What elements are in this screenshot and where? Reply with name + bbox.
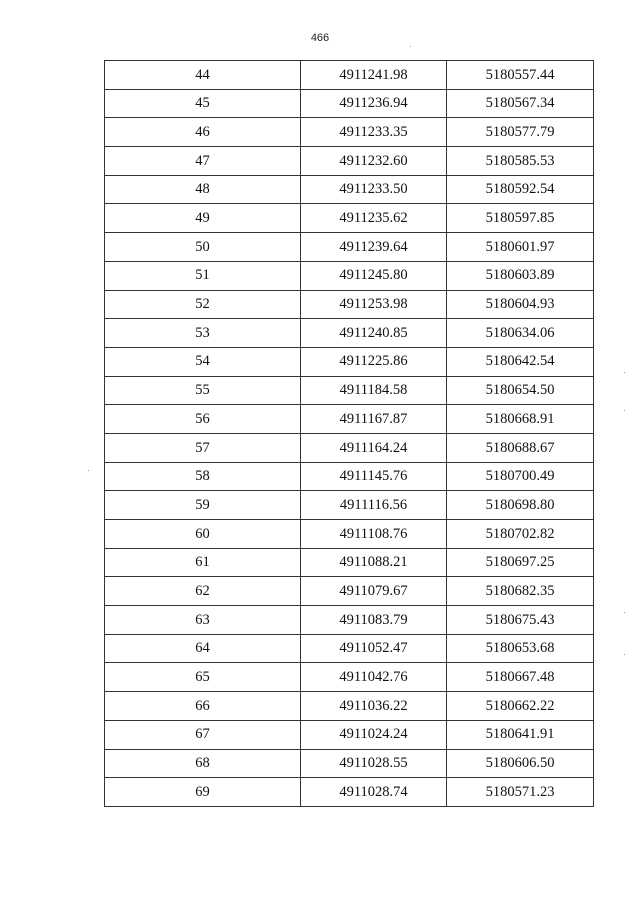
x-coordinate-cell: 4911236.94: [301, 89, 447, 118]
point-number-cell: 68: [105, 749, 301, 778]
point-number-cell: 47: [105, 147, 301, 176]
point-number-cell: 58: [105, 462, 301, 491]
x-coordinate-cell: 4911024.24: [301, 720, 447, 749]
table-row: [105, 319, 594, 348]
x-coordinate-cell: 4911233.35: [301, 118, 447, 147]
x-coordinate-cell: 4911042.76: [301, 663, 447, 692]
table-row: [105, 577, 594, 606]
table-row: [105, 720, 594, 749]
y-coordinate-cell: 5180557.44: [447, 61, 594, 90]
y-coordinate-cell: 5180697.25: [447, 548, 594, 577]
x-coordinate-cell: 4911164.24: [301, 433, 447, 462]
point-number-cell: 45: [105, 89, 301, 118]
point-number-cell: 55: [105, 376, 301, 405]
point-number-cell: 61: [105, 548, 301, 577]
point-number-cell: 44: [105, 61, 301, 90]
point-number-cell: 56: [105, 405, 301, 434]
table-row: [105, 692, 594, 721]
x-coordinate-cell: 4911028.55: [301, 749, 447, 778]
point-number-cell: 51: [105, 261, 301, 290]
point-number-cell: 63: [105, 606, 301, 635]
table-row: [105, 175, 594, 204]
y-coordinate-cell: 5180592.54: [447, 175, 594, 204]
table-row: [105, 663, 594, 692]
x-coordinate-cell: 4911088.21: [301, 548, 447, 577]
table-row: [105, 89, 594, 118]
table-row: [105, 634, 594, 663]
x-coordinate-cell: 4911028.74: [301, 778, 447, 807]
table-row: [105, 118, 594, 147]
point-number-cell: 67: [105, 720, 301, 749]
y-coordinate-cell: 5180662.22: [447, 692, 594, 721]
y-coordinate-cell: 5180634.06: [447, 319, 594, 348]
table-row: [105, 491, 594, 520]
x-coordinate-cell: 4911232.60: [301, 147, 447, 176]
x-coordinate-cell: 4911253.98: [301, 290, 447, 319]
y-coordinate-cell: 5180698.80: [447, 491, 594, 520]
point-number-cell: 57: [105, 433, 301, 462]
table-row: [105, 405, 594, 434]
point-number-cell: 66: [105, 692, 301, 721]
table-row: [105, 147, 594, 176]
scan-speck: [624, 410, 625, 411]
coordinates-table-body: [105, 61, 594, 807]
point-number-cell: 65: [105, 663, 301, 692]
y-coordinate-cell: 5180654.50: [447, 376, 594, 405]
point-number-cell: 64: [105, 634, 301, 663]
y-coordinate-cell: 5180682.35: [447, 577, 594, 606]
scan-speck: [410, 46, 411, 47]
y-coordinate-cell: 5180601.97: [447, 233, 594, 262]
y-coordinate-cell: 5180597.85: [447, 204, 594, 233]
x-coordinate-cell: 4911145.76: [301, 462, 447, 491]
point-number-cell: 54: [105, 347, 301, 376]
point-number-cell: 60: [105, 520, 301, 549]
coordinates-table: [104, 60, 594, 807]
table-row: [105, 347, 594, 376]
table-row: [105, 749, 594, 778]
y-coordinate-cell: 5180653.68: [447, 634, 594, 663]
point-number-cell: 50: [105, 233, 301, 262]
y-coordinate-cell: 5180577.79: [447, 118, 594, 147]
table-row: [105, 520, 594, 549]
scan-speck: [624, 612, 625, 613]
y-coordinate-cell: 5180702.82: [447, 520, 594, 549]
y-coordinate-cell: 5180642.54: [447, 347, 594, 376]
table-row: [105, 462, 594, 491]
x-coordinate-cell: 4911116.56: [301, 491, 447, 520]
x-coordinate-cell: 4911036.22: [301, 692, 447, 721]
x-coordinate-cell: 4911241.98: [301, 61, 447, 90]
scan-speck: [624, 654, 625, 655]
table-row: [105, 433, 594, 462]
y-coordinate-cell: 5180585.53: [447, 147, 594, 176]
scan-speck: [88, 470, 89, 471]
point-number-cell: 69: [105, 778, 301, 807]
table-row: [105, 204, 594, 233]
y-coordinate-cell: 5180606.50: [447, 749, 594, 778]
point-number-cell: 62: [105, 577, 301, 606]
table-row: [105, 548, 594, 577]
y-coordinate-cell: 5180700.49: [447, 462, 594, 491]
x-coordinate-cell: 4911108.76: [301, 520, 447, 549]
point-number-cell: 49: [105, 204, 301, 233]
point-number-cell: 46: [105, 118, 301, 147]
x-coordinate-cell: 4911240.85: [301, 319, 447, 348]
x-coordinate-cell: 4911235.62: [301, 204, 447, 233]
table-row: [105, 376, 594, 405]
x-coordinate-cell: 4911239.64: [301, 233, 447, 262]
y-coordinate-cell: 5180641.91: [447, 720, 594, 749]
x-coordinate-cell: 4911225.86: [301, 347, 447, 376]
y-coordinate-cell: 5180668.91: [447, 405, 594, 434]
table-row: [105, 778, 594, 807]
table-row: [105, 61, 594, 90]
point-number-cell: 53: [105, 319, 301, 348]
x-coordinate-cell: 4911167.87: [301, 405, 447, 434]
y-coordinate-cell: 5180688.67: [447, 433, 594, 462]
y-coordinate-cell: 5180567.34: [447, 89, 594, 118]
table-row: [105, 261, 594, 290]
x-coordinate-cell: 4911233.50: [301, 175, 447, 204]
point-number-cell: 52: [105, 290, 301, 319]
table-row: [105, 606, 594, 635]
x-coordinate-cell: 4911083.79: [301, 606, 447, 635]
x-coordinate-cell: 4911184.58: [301, 376, 447, 405]
y-coordinate-cell: 5180571.23: [447, 778, 594, 807]
x-coordinate-cell: 4911079.67: [301, 577, 447, 606]
x-coordinate-cell: 4911245.80: [301, 261, 447, 290]
page-number: 466: [310, 32, 330, 44]
point-number-cell: 59: [105, 491, 301, 520]
table-row: [105, 290, 594, 319]
y-coordinate-cell: 5180667.48: [447, 663, 594, 692]
y-coordinate-cell: 5180603.89: [447, 261, 594, 290]
x-coordinate-cell: 4911052.47: [301, 634, 447, 663]
y-coordinate-cell: 5180604.93: [447, 290, 594, 319]
table-row: [105, 233, 594, 262]
y-coordinate-cell: 5180675.43: [447, 606, 594, 635]
point-number-cell: 48: [105, 175, 301, 204]
scan-speck: [624, 372, 625, 373]
